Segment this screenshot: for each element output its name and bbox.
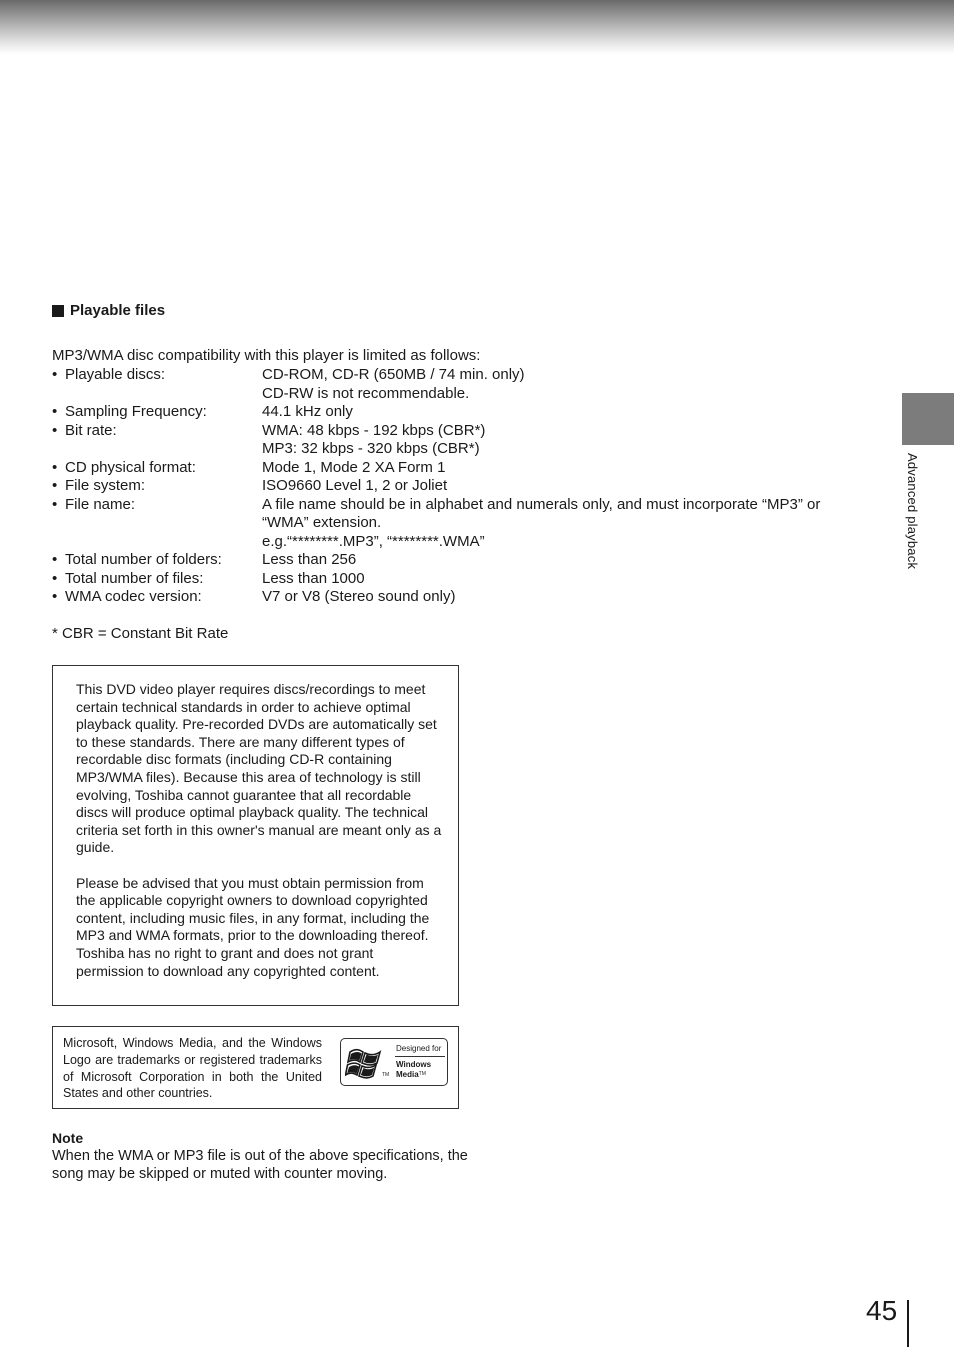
spec-value-line: A file name should be in alphabet and numerals only, and must incorporate “MP3” or	[262, 495, 821, 513]
spec-label	[52, 588, 262, 607]
spec-label	[52, 366, 262, 403]
spec-value-line: ISO9660 Level 1, 2 or Joliet	[262, 477, 448, 494]
notice-paragraph: Please be advised that you must obtain permission from the applicable copyright owners to download copyrighted content, including music files, in any format, including the MP3 and WMA formats, prior to the downloading thereof. Toshiba has no right to grant and does not grant permission to download any copyrighted content.	[76, 874, 430, 979]
spec-value	[262, 477, 872, 496]
spec-value	[262, 496, 872, 552]
bullet-icon: •	[52, 588, 58, 605]
spec-label-text: Bit rate:	[65, 421, 117, 439]
intro-text: MP3/WMA disc compatibility with this player is limited as follows:	[52, 347, 481, 364]
spec-value	[262, 570, 872, 589]
spec-label	[52, 551, 262, 570]
square-bullet-icon	[52, 305, 64, 317]
logo-brand	[396, 1060, 431, 1079]
page-number-rule	[907, 1300, 909, 1347]
bullet-icon: •	[52, 366, 58, 383]
spec-value-line: Less than 1000	[262, 569, 365, 587]
spec-list	[52, 366, 872, 607]
side-tab	[902, 393, 954, 445]
spec-value	[262, 588, 872, 607]
trademark-text: Microsoft, Windows Media, and the Windows Logo are trademarks or registered trademarks of Microsoft Corporation in both the United States and other countries.	[63, 1036, 322, 1101]
spec-value-line: “WMA” extension.	[262, 514, 382, 531]
spec-label	[52, 570, 262, 589]
logo-brand-line2-text: Media	[396, 1069, 419, 1079]
bullet-icon: •	[52, 458, 58, 476]
note-body: When the WMA or MP3 file is out of the above specifications, the song may be skipped or muted with counter moving.	[52, 1148, 468, 1182]
spec-value-line: WMA: 48 kbps - 192 kbps (CBR*)	[262, 421, 486, 439]
trademark-box	[52, 1026, 459, 1109]
logo-tm-mark: TM	[382, 1072, 390, 1078]
spec-value	[262, 403, 872, 422]
spec-value-line: e.g.“********.MP3”, “********.WMA”	[262, 532, 485, 550]
bullet-icon: •	[52, 551, 58, 568]
spec-label-text: File system:	[65, 477, 146, 494]
spec-label-text: Total number of folders:	[65, 551, 222, 568]
spec-value-line: Less than 256	[262, 551, 357, 568]
bullet-icon: •	[52, 569, 58, 587]
spec-row	[52, 588, 872, 607]
spec-value	[262, 551, 872, 570]
spec-value-line: Mode 1, Mode 2 XA Form 1	[262, 458, 446, 476]
spec-value-line: MP3: 32 kbps - 320 kbps (CBR*)	[262, 440, 480, 457]
spec-value-line: 44.1 kHz only	[262, 403, 353, 420]
spec-value	[262, 422, 872, 459]
notice-paragraph: This DVD video player requires discs/recordings to meet certain technical standards in order to achieve optimal playback quality. Pre-recorded DVDs are automatically set to these standards. There are many different types of recordable disc formats (including CD-R containing MP3/WMA files). Because this area of technology is still evolving, Toshiba cannot guarantee that all recordable discs will produce optimal playback quality. The technical criteria set forth in this owner's manual are meant only as a guide.	[76, 681, 442, 856]
spec-value-line: V7 or V8 (Stereo sound only)	[262, 588, 456, 605]
note-title: Note	[52, 1130, 84, 1146]
spec-label-text: Playable discs:	[65, 366, 166, 383]
spec-row	[52, 496, 872, 552]
page-number: 45	[866, 1295, 898, 1326]
spec-label	[52, 477, 262, 496]
windows-media-logo	[340, 1038, 448, 1086]
logo-brand-line1: Windows	[396, 1060, 432, 1069]
spec-label-text: Total number of files:	[65, 569, 204, 587]
spec-label	[52, 403, 262, 422]
bullet-icon: •	[52, 421, 58, 439]
spec-row	[52, 422, 872, 459]
logo-divider	[395, 1056, 445, 1057]
logo-brand-tm: TM	[418, 1070, 426, 1077]
spec-label-text: Sampling Frequency:	[65, 403, 207, 420]
logo-designed-for: Designed for	[396, 1044, 442, 1053]
spec-value-line: CD-RW is not recommendable.	[262, 384, 470, 402]
section-heading-text: Playable files	[70, 302, 166, 319]
windows-flag-icon	[345, 1044, 385, 1082]
bullet-icon: •	[52, 477, 58, 494]
header-band	[0, 0, 954, 54]
spec-row	[52, 570, 872, 589]
side-tab-label: Advanced playback	[905, 453, 920, 570]
spec-row	[52, 366, 872, 403]
spec-value	[262, 366, 872, 403]
spec-row	[52, 459, 872, 478]
footnote: * CBR = Constant Bit Rate	[52, 625, 229, 642]
spec-row	[52, 477, 872, 496]
spec-label-text: File name:	[65, 495, 136, 513]
bullet-icon: •	[52, 403, 58, 420]
spec-label	[52, 496, 262, 552]
spec-label-text: WMA codec version:	[65, 588, 202, 605]
bullet-icon: •	[52, 495, 58, 513]
notice-box	[52, 665, 459, 1006]
spec-label	[52, 422, 262, 459]
section-heading	[52, 302, 165, 320]
spec-label	[52, 459, 262, 478]
spec-value	[262, 459, 872, 478]
spec-label-text: CD physical format:	[65, 458, 196, 476]
spec-value-line: CD-ROM, CD-R (650MB / 74 min. only)	[262, 366, 525, 383]
spec-row	[52, 403, 872, 422]
spec-row	[52, 551, 872, 570]
logo-brand-line2	[396, 1070, 431, 1080]
